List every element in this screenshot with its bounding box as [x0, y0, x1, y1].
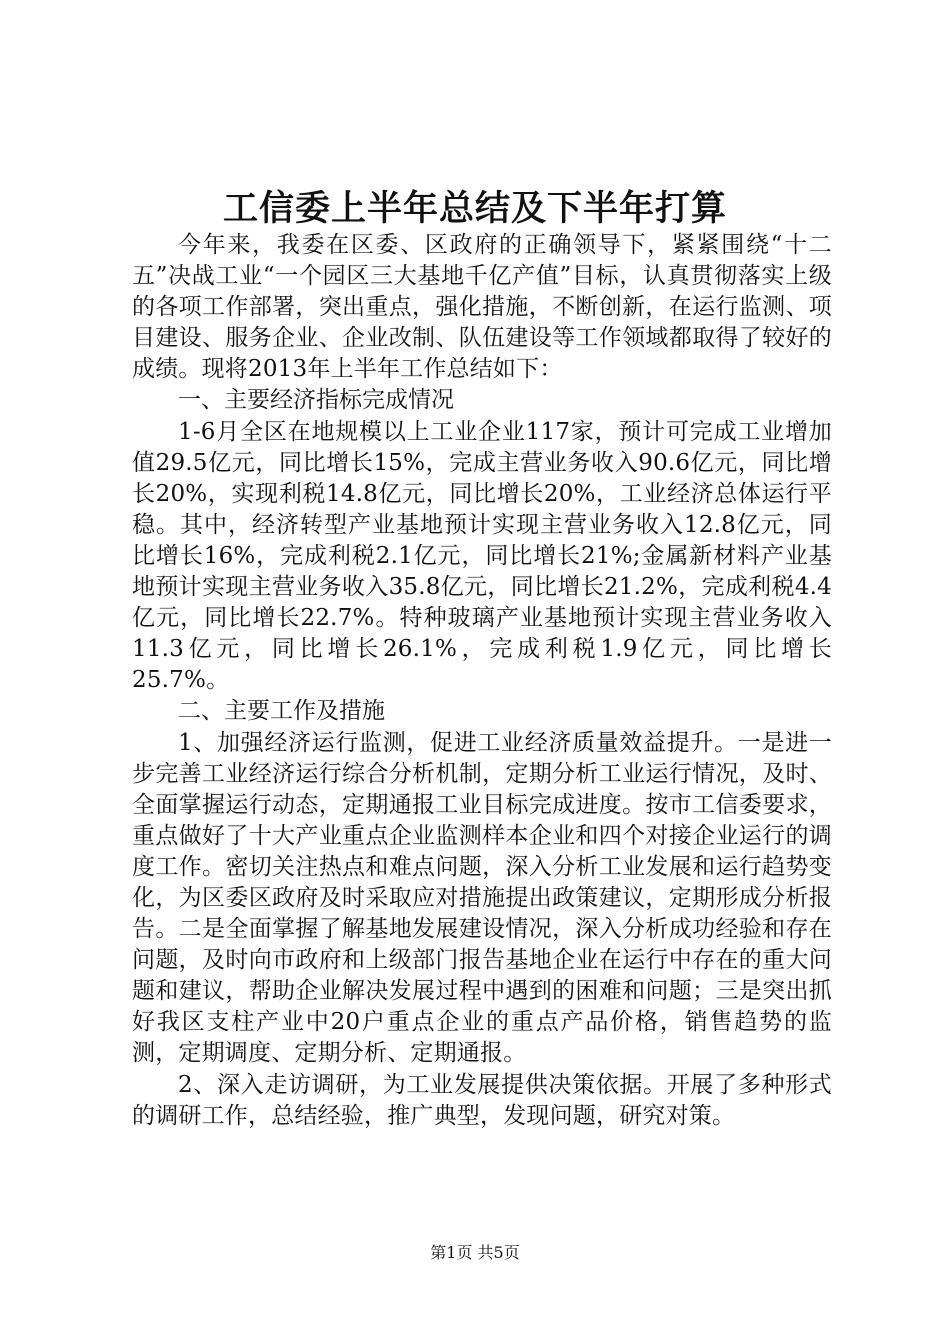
section-heading-indicators: 一、主要经济指标完成情况 [178, 387, 454, 414]
indicators-paragraph: 1-6月全区在地规模以上工业企业117家，预计可完成工业增加值29.5亿元，同比增长15%，完成主营业务收入90.6亿元，同比增长20%，实现利税14.8亿元，同比增长20%，工业经济总体运行平稳。其中，经济转型产业基地预计实现主营业务收入12.8亿元，同比增长16%，完成利税2.1亿元，同比增长21%;金属新材料产业基地预计实现主营业务收入35.8亿元，同比增长21.2%，完成利税4.4亿元，同比增长22.7%。特种玻璃产业基地预计实现主营业务收入11.3亿元，同比增长26.1%，完成利税1.9亿元，同比增长25.7%。 [132, 418, 832, 694]
section-heading-measures: 二、主要工作及措施 [178, 698, 385, 725]
measure-paragraph-2: 2、深入走访调研，为工业发展提供决策依据。开展了多种形式的调研工作，总结经验，推广典型，发现问题，研究对策。 [132, 1071, 832, 1129]
document-title: 工信委上半年总结及下半年打算 [222, 188, 727, 229]
measure-paragraph-1: 1、加强经济运行监测，促进工业经济质量效益提升。一是进一步完善工业经济运行综合分析机制，定期分析工业运行情况，及时、全面掌握运行动态，定期通报工业目标完成进度。按市工信委要求，重点做好了十大产业重点企业监测样本企业和四个对接企业运行的调度工作。密切关注热点和难点问题，深入分析工业发展和运行趋势变化，为区委区政府及时采取应对措施提出政策建议，定期形成分析报告。二是全面掌握了解基地发展建设情况，深入分析成功经验和存在问题，及时向市政府和上级部门报告基地企业在运行中存在的重大问题和建议，帮助企业解决发展过程中遇到的困难和问题；三是突出抓好我区支柱产业中20户重点企业的重点产品价格，销售趋势的监测，定期调度、定期分析、定期通报。 [132, 729, 832, 1067]
intro-paragraph: 今年来，我委在区委、区政府的正确领导下，紧紧围绕“十二五”决战工业“一个园区三大基地千亿产值”目标，认真贯彻落实上级的各项工作部署，突出重点，强化措施，不断创新，在运行监测、项目建设、服务企业、企业改制、队伍建设等工作领域都取得了较好的成绩。现将2013年上半年工作总结如下： [132, 232, 832, 383]
page-footer: 第1页 共5页 [430, 1243, 520, 1262]
document-body [132, 230, 832, 1132]
